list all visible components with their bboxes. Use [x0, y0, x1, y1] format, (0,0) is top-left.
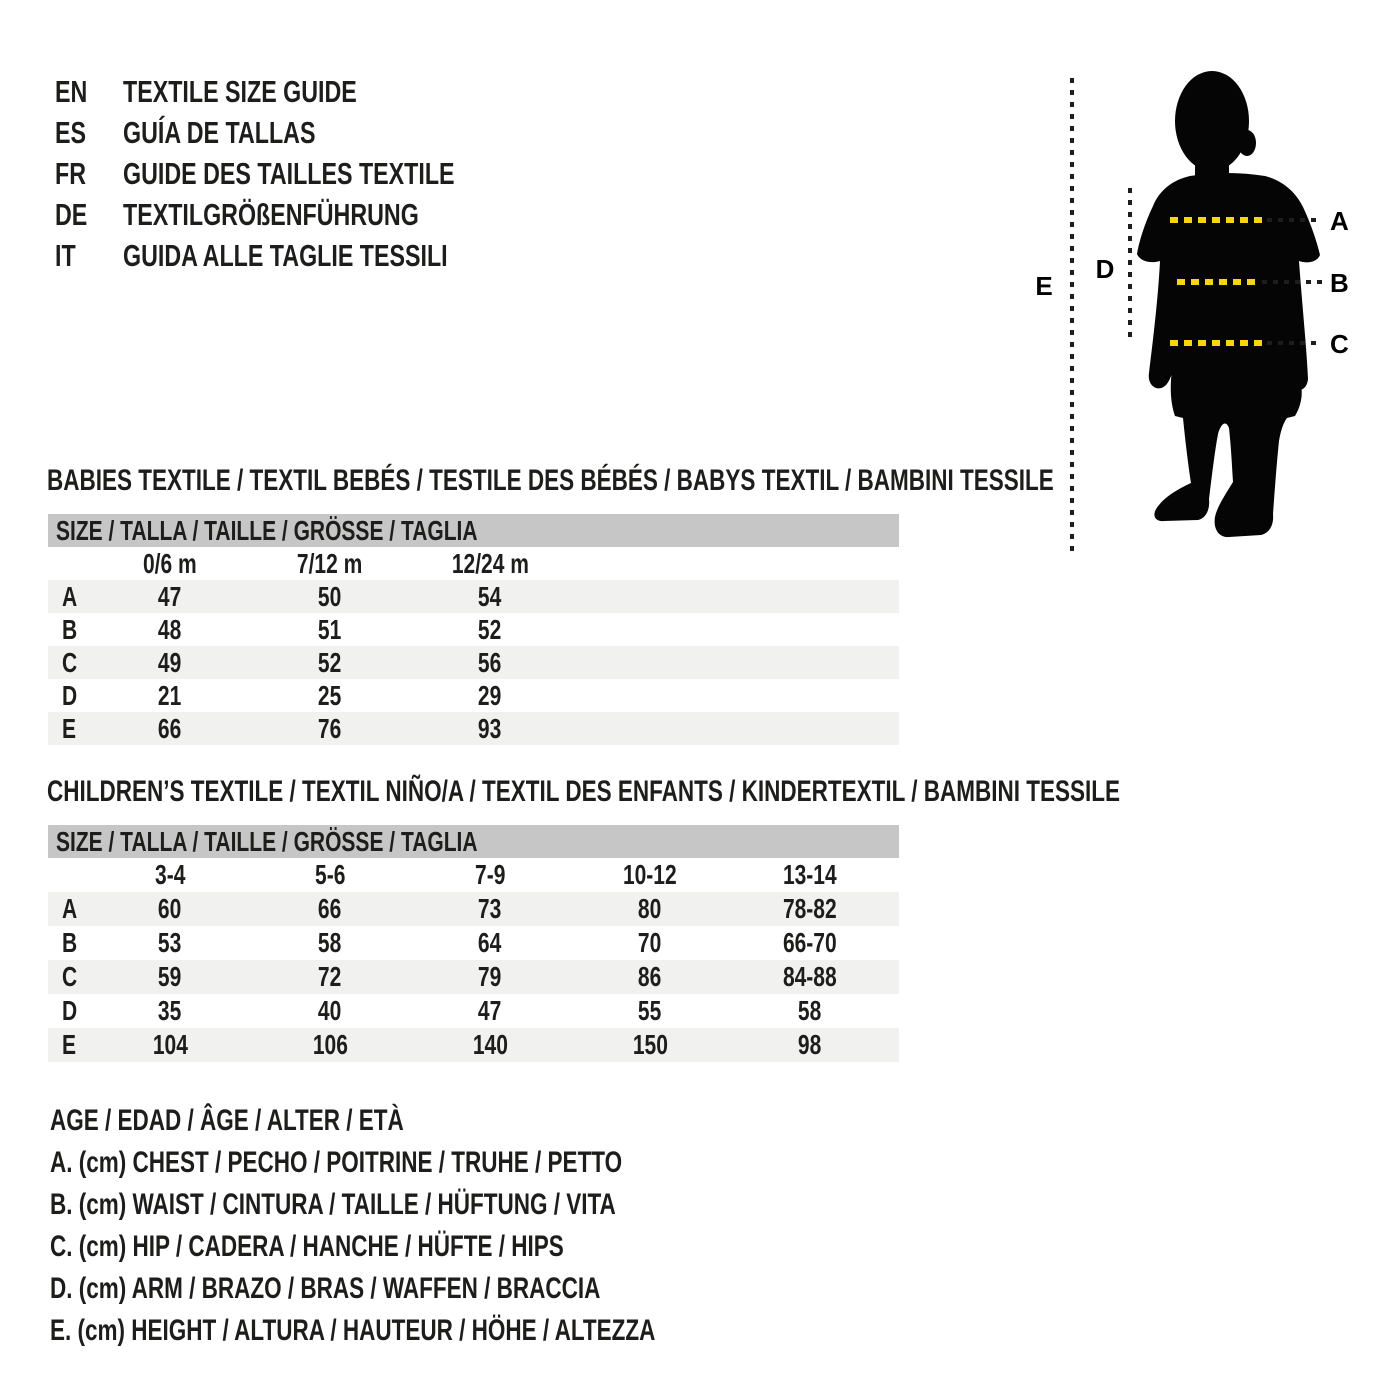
children-row-b [48, 926, 899, 960]
marker-label-c: C [1330, 329, 1349, 359]
children-cell [570, 893, 730, 925]
children-column-header-text: 10-12 [623, 859, 677, 890]
babies-cell-value: 52 [318, 646, 342, 678]
babies-cell-value: 29 [478, 679, 502, 711]
babies-cell-value: 76 [318, 712, 342, 744]
children-cell [730, 961, 890, 993]
legend-item-b [50, 1184, 857, 1226]
babies-cell-value: 48 [158, 613, 182, 645]
children-row-label [48, 1029, 90, 1061]
marker-label-d: D [1095, 254, 1115, 284]
babies-cell-value: 54 [478, 580, 502, 612]
children-cell [250, 961, 410, 993]
babies-cell [730, 647, 890, 679]
children-cell-value: 64 [478, 927, 502, 958]
babies-cell [410, 614, 570, 646]
children-cell [90, 1029, 250, 1061]
children-cell [570, 1029, 730, 1061]
language-code-text: IT [55, 237, 76, 273]
children-cell [410, 995, 570, 1027]
legend-item-e [50, 1310, 857, 1352]
children-cell-value: 78-82 [783, 893, 837, 924]
babies-column-header-text: 12/24 m [451, 547, 529, 579]
children-column-header-text: 5-6 [314, 859, 346, 890]
babies-row-label [48, 581, 90, 613]
measurement-legend [50, 1100, 857, 1352]
babies-column-header-row [48, 547, 899, 580]
babies-cell [570, 680, 730, 712]
language-title: TEXTILGRÖßENFÜHRUNG [123, 196, 419, 232]
children-cell-value: 59 [158, 961, 182, 992]
children-cell-value: 66 [318, 893, 342, 924]
silhouette-ear [1238, 130, 1256, 156]
language-row-de [55, 194, 565, 235]
babies-row-c [48, 646, 899, 679]
babies-cell-value: 25 [318, 679, 342, 711]
legend-item-text: C. (cm) HIP / CADERA / HANCHE / HÜFTE / HIPS [50, 1230, 564, 1263]
children-cell [250, 893, 410, 925]
children-row-label [48, 893, 90, 925]
children-column-header-text: 13-14 [783, 859, 837, 890]
children-cell-value: 66-70 [783, 927, 837, 958]
babies-row-label [48, 647, 90, 679]
children-cell-value: 150 [632, 1029, 668, 1060]
marker-label-a: A [1330, 206, 1349, 236]
children-cell-value: 106 [312, 1029, 348, 1060]
children-table-header-bar [48, 825, 899, 858]
babies-cell [410, 647, 570, 679]
legend-item-text: D. (cm) ARM / BRAZO / BRAS / WAFFEN / BRACCIA [50, 1272, 601, 1305]
babies-row-label [48, 680, 90, 712]
children-row-label-text: A [62, 893, 78, 924]
language-code-text: ES [55, 114, 87, 150]
legend-item-a [50, 1142, 857, 1184]
language-title: GUIDA ALLE TAGLIE TESSILI [123, 237, 448, 273]
babies-row-label [48, 614, 90, 646]
babies-cell-value: 66 [158, 712, 182, 744]
children-cell-value: 70 [638, 927, 662, 958]
children-column-header [730, 859, 890, 891]
children-cell-value: 53 [158, 927, 182, 958]
babies-row-label-text: B [62, 613, 78, 645]
children-cell-value: 40 [318, 995, 342, 1026]
babies-column-header [570, 548, 730, 580]
children-cell-value: 104 [152, 1029, 188, 1060]
babies-cell [250, 713, 410, 745]
children-cell-value: 72 [318, 961, 342, 992]
children-cell-value: 55 [638, 995, 662, 1026]
babies-size-table [48, 514, 899, 745]
children-cell [730, 995, 890, 1027]
legend-age-line: AGE / EDAD / ÂGE / ALTER / ETÀ [50, 1104, 404, 1137]
babies-cell-value: 47 [158, 580, 182, 612]
language-title: TEXTILE SIZE GUIDE [123, 73, 357, 109]
child-silhouette-figure [1020, 55, 1400, 570]
children-section-title-text: CHILDREN’S TEXTILE / TEXTIL NIÑO/A / TEXTIL DES ENFANTS / KINDERTEXTIL / BAMBINI TESSILE [47, 775, 1121, 808]
children-cell [250, 927, 410, 959]
children-cell-value: 98 [798, 1029, 822, 1060]
babies-cell [410, 713, 570, 745]
marker-label-e: E [1035, 271, 1053, 301]
marker-label-b: B [1330, 268, 1349, 298]
children-table-body [48, 858, 899, 1062]
children-cell [90, 961, 250, 993]
children-cell [570, 927, 730, 959]
children-column-header [410, 859, 570, 891]
children-column-header-text: 3-4 [154, 859, 186, 890]
children-size-table [48, 825, 899, 1062]
children-cell [410, 927, 570, 959]
babies-column-header [90, 548, 250, 580]
children-cell [410, 961, 570, 993]
babies-section-title-text: BABIES TEXTILE / TEXTIL BEBÉS / TESTILE DES BÉBÉS / BABYS TEXTIL / BAMBINI TESSILE [47, 464, 1054, 497]
children-cell-value: 58 [318, 927, 342, 958]
babies-row-label [48, 713, 90, 745]
legend-item-text: A. (cm) CHEST / PECHO / POITRINE / TRUHE / PETTO [50, 1146, 623, 1179]
legend-item-text: B. (cm) WAIST / CINTURA / TAILLE / HÜFTUNG / VITA [50, 1188, 616, 1221]
babies-cell [250, 680, 410, 712]
language-list [55, 71, 565, 276]
babies-table-header-bar [48, 514, 899, 547]
babies-cell [90, 647, 250, 679]
children-cell-value: 84-88 [783, 961, 837, 992]
language-code-text: FR [55, 155, 86, 191]
children-cell-value: 58 [798, 995, 822, 1026]
children-row-label-text: E [62, 1029, 77, 1060]
children-cell [730, 927, 890, 959]
babies-row-label-text: E [62, 712, 77, 744]
children-cell [730, 893, 890, 925]
children-row-d [48, 994, 899, 1028]
babies-cell [410, 581, 570, 613]
babies-cell [250, 581, 410, 613]
babies-column-header-text: 0/6 m [143, 547, 197, 579]
babies-cell [90, 614, 250, 646]
language-title: GUIDE DES TAILLES TEXTILE [123, 155, 455, 191]
babies-cell-value: 50 [318, 580, 342, 612]
babies-table-body [48, 547, 899, 745]
silhouette-body [1137, 173, 1320, 537]
children-column-header [90, 859, 250, 891]
children-cell-value: 140 [472, 1029, 508, 1060]
babies-row-label-text: A [62, 580, 78, 612]
language-title: GUÍA DE TALLAS [123, 114, 316, 150]
children-cell [570, 961, 730, 993]
language-row-fr [55, 153, 565, 194]
children-row-c [48, 960, 899, 994]
children-cell [90, 927, 250, 959]
babies-table-header-text: SIZE / TALLA / TAILLE / GRÖSSE / TAGLIA [56, 514, 478, 546]
children-cell-value: 80 [638, 893, 662, 924]
children-cell [90, 893, 250, 925]
legend-item-d [50, 1268, 857, 1310]
children-cell-value: 47 [478, 995, 502, 1026]
child-silhouette [1137, 71, 1320, 537]
children-row-a [48, 892, 899, 926]
children-section-title [47, 777, 1400, 807]
babies-row-label-text: D [62, 679, 78, 711]
children-column-header [570, 859, 730, 891]
babies-cell [730, 713, 890, 745]
children-cell [570, 995, 730, 1027]
children-column-header-row [48, 858, 899, 892]
babies-column-header [250, 548, 410, 580]
children-row-label [48, 927, 90, 959]
language-row-it [55, 235, 565, 276]
children-cell [250, 1029, 410, 1061]
children-cell-value: 79 [478, 961, 502, 992]
children-cell [250, 995, 410, 1027]
language-code [55, 156, 123, 192]
babies-row-a [48, 580, 899, 613]
babies-cell-value: 51 [318, 613, 342, 645]
children-cell-value: 35 [158, 995, 182, 1026]
babies-cell [570, 647, 730, 679]
children-cell-value: 86 [638, 961, 662, 992]
language-row-es [55, 112, 565, 153]
babies-cell-value: 49 [158, 646, 182, 678]
children-cell-value: 73 [478, 893, 502, 924]
children-row-label-text: B [62, 927, 78, 958]
children-row-label [48, 961, 90, 993]
children-column-header [250, 859, 410, 891]
babies-row-b [48, 613, 899, 646]
language-code [55, 197, 123, 233]
babies-cell [250, 647, 410, 679]
children-row-e [48, 1028, 899, 1062]
legend-item-c [50, 1226, 857, 1268]
babies-cell [90, 680, 250, 712]
children-cell [730, 1029, 890, 1061]
babies-cell [90, 713, 250, 745]
babies-cell [730, 581, 890, 613]
legend-item-text: E. (cm) HEIGHT / ALTURA / HAUTEUR / HÖHE / ALTEZZA [50, 1314, 656, 1347]
babies-column-header-text: 7/12 m [297, 547, 363, 579]
babies-cell-value: 93 [478, 712, 502, 744]
children-row-label-text: C [62, 961, 78, 992]
language-code-text: DE [55, 196, 88, 232]
babies-cell [730, 680, 890, 712]
children-table-header-text: SIZE / TALLA / TAILLE / GRÖSSE / TAGLIA [56, 825, 478, 857]
babies-cell [90, 581, 250, 613]
children-cell [90, 995, 250, 1027]
babies-cell [570, 581, 730, 613]
language-code [55, 238, 123, 274]
language-row-en [55, 71, 565, 112]
babies-cell [570, 614, 730, 646]
babies-row-label-text: C [62, 646, 78, 678]
babies-cell [730, 614, 890, 646]
children-cell [410, 893, 570, 925]
language-code [55, 74, 123, 110]
children-row-label-text: D [62, 995, 78, 1026]
language-code-text: EN [55, 73, 88, 109]
babies-column-header [730, 548, 890, 580]
babies-cell [250, 614, 410, 646]
children-cell [410, 1029, 570, 1061]
babies-cell-value: 56 [478, 646, 502, 678]
children-column-header-text: 7-9 [474, 859, 506, 890]
babies-row-e [48, 712, 899, 745]
babies-column-header [410, 548, 570, 580]
babies-cell [410, 680, 570, 712]
babies-cell [570, 713, 730, 745]
language-code [55, 115, 123, 151]
babies-cell-value: 21 [158, 679, 182, 711]
children-cell-value: 60 [158, 893, 182, 924]
babies-row-d [48, 679, 899, 712]
babies-cell-value: 52 [478, 613, 502, 645]
children-row-label [48, 995, 90, 1027]
